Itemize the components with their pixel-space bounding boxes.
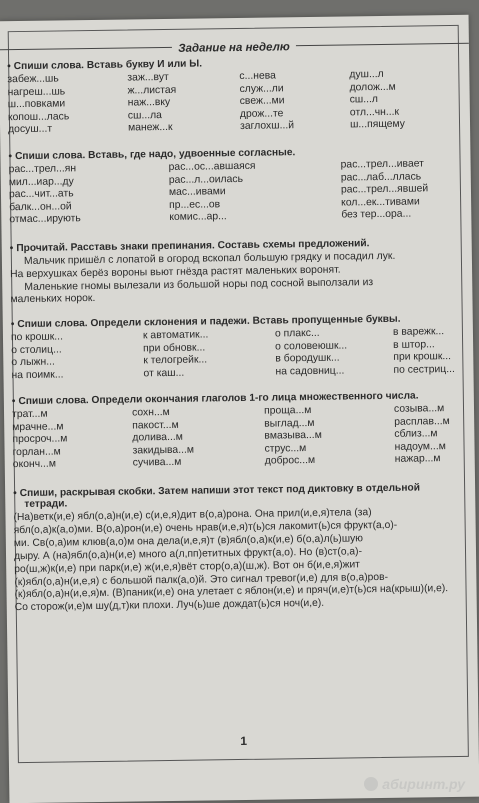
labirint-logo-icon <box>364 777 378 791</box>
word: нажар...м <box>395 453 479 467</box>
word-column <box>143 328 276 380</box>
word: пр...ес...ов <box>169 197 341 212</box>
word-column <box>12 407 133 471</box>
text-line: (к)ябл(о,а)н(и,е,я) с большой палк(а,о)й. Это сигнал тревог(и,е) для в(о,а)ров- <box>14 570 470 589</box>
word: забеж...шь <box>7 73 127 87</box>
word-column <box>264 404 395 468</box>
word: созыва...м <box>394 403 479 417</box>
word: о лыжн... <box>11 355 143 369</box>
word: при крошк... <box>393 351 479 365</box>
word: рас...ос...авшаяся <box>169 160 341 175</box>
word: в варежк... <box>393 326 479 340</box>
exercise-3-text <box>10 250 467 308</box>
exercise-1 <box>7 55 464 137</box>
word: о плакс... <box>275 327 393 341</box>
word: на садовниц... <box>275 364 393 378</box>
word: выглад...м <box>264 416 394 430</box>
text-line: маленьких норок. <box>10 288 466 307</box>
word: в бородушк... <box>275 352 393 366</box>
word: отмас...ирують <box>9 212 169 227</box>
word: сш...л <box>350 93 450 107</box>
word: кол...ек...тивами <box>341 195 461 209</box>
word: дрож...те <box>240 107 350 121</box>
exercise-2 <box>8 145 465 227</box>
exercise-6-text <box>13 506 470 616</box>
word: на поимк... <box>11 368 143 382</box>
word: надоум...м <box>394 440 479 454</box>
word: к автоматик... <box>143 328 275 342</box>
word-column <box>7 73 128 137</box>
word: проща...м <box>264 404 394 418</box>
word: по крошк... <box>11 330 143 344</box>
exercise-6-heading: • Спиши, раскрывая скобки. Затем напиши этот текст под диктовку в отдельной <box>13 482 469 499</box>
word-column <box>275 327 394 379</box>
word: комис...ар... <box>169 210 341 225</box>
exercise-4-heading: • Спиши слова. Определи склонения и падежи. Вставь пропущенные буквы. <box>11 313 467 330</box>
word: балк...он...ой <box>9 199 169 214</box>
word: сш...ла <box>128 108 240 122</box>
word: рас...трел...ян <box>9 162 169 177</box>
word: мас...ивами <box>169 185 341 200</box>
page-title: Задание на неделю <box>172 41 296 55</box>
word: с...нева <box>239 69 349 83</box>
exercise-5-heading: • Спиши слова. Определи окончания глаголов 1-го лица множественного числа. <box>12 390 468 407</box>
text-line: На верхушках берёз вороны вьют гнёзда растят маленьких воронят. <box>10 263 466 282</box>
word: к телогрейк... <box>143 353 275 367</box>
text-line: Мальчик пришёл с лопатой в огород вскопал большую грядку и посадил лук. <box>10 250 466 269</box>
text-line: дыру. А (на)ябл(о,а)н(и,е) много а(л,пп)етитных фрукт(а,о). Но (в)ст(о,а)- <box>14 545 470 564</box>
word-column <box>394 403 479 467</box>
exercise-6-heading-cont: тетради. <box>13 493 469 510</box>
word: наж...вку <box>128 96 240 110</box>
word-column <box>341 158 462 222</box>
page-number: 1 <box>9 731 479 752</box>
word: без тер...ора... <box>341 208 461 222</box>
text-line: (к)ябл(о,а)н(и,е,я)м. (В)паник(и,е) она улетает с яблон(и,е) и пряч(и,е)т(ь)ся на(крыш)(и,е). <box>14 583 470 602</box>
word: заглохш...й <box>240 119 350 133</box>
word: нагреш...шь <box>7 85 127 99</box>
word: душ...л <box>349 68 449 82</box>
word: свеж...ми <box>240 94 350 108</box>
exercise-5-words <box>12 403 469 472</box>
word: мил...иар...ду <box>9 174 169 189</box>
word-column <box>132 406 265 470</box>
text-line: (На)ветк(и,е) ябл(о,а)н(и,е) с(и,е,я)дит в(о,а)рона. Она прил(и,е,я)тела (за) <box>13 506 469 525</box>
text-line: ябл(о,а)к(а,о)ми. В(о,а)рон(и,е) очень нрав(и,е,я)т(ь)ся лакомит(ь)ся фрукт(а,о)- <box>14 519 470 538</box>
exercise-4 <box>11 313 468 382</box>
watermark-text: абиринт.ру <box>382 776 465 792</box>
text-line: Со сторож(и,е)м шу(д,т)ки плохи. Луч(ь)ше дождат(ь)ся ноч(и,е). <box>15 596 471 615</box>
word: струс...м <box>264 441 394 455</box>
exercise-6 <box>13 482 471 616</box>
word: сучива...м <box>133 456 265 470</box>
word-column <box>349 68 450 132</box>
word: горлан...м <box>13 445 133 459</box>
text-line: Маленькие гномы вылезали из большой норы под сосной выползали из <box>10 275 466 294</box>
word: оконч...м <box>13 457 133 471</box>
exercise-1-words <box>7 68 464 137</box>
word: сохн...м <box>132 406 264 420</box>
word: досуш...т <box>8 123 128 137</box>
word: копош...лась <box>8 110 128 124</box>
word: манеж...к <box>128 121 240 135</box>
word: рас...л...оилась <box>169 172 341 187</box>
word: от каш... <box>143 366 275 380</box>
word: рас...лаб...ллась <box>341 170 461 184</box>
exercise-4-words <box>11 326 468 382</box>
word-column <box>393 326 479 377</box>
text-line: ро(ш,ж)к(и,е) при парк(и,е) ж(и,е,я)вёт стор(о,а)(ш,ж). Вот он б(и,е,я)жит <box>14 557 470 576</box>
word: рас...чит...ать <box>9 187 169 202</box>
word: сблиз...м <box>394 428 479 442</box>
word: долива...м <box>132 431 264 445</box>
word: ш...повками <box>8 98 128 112</box>
word: по сестриц... <box>393 363 479 377</box>
word: о соловеюшк... <box>275 339 393 353</box>
word: закидыва...м <box>132 443 264 457</box>
word: пакост...м <box>132 418 264 432</box>
exercise-5 <box>12 390 469 472</box>
watermark <box>364 776 465 792</box>
word: вмазыва...м <box>264 429 394 443</box>
word: ж...листая <box>127 83 239 97</box>
word: в штор... <box>393 338 479 352</box>
word: при обновк... <box>143 341 275 355</box>
word: расплав...м <box>394 415 479 429</box>
exercise-3 <box>10 237 467 308</box>
exercise-3-heading: • Прочитай. Расставь знаки препинания. Составь схемы предложений. <box>10 237 466 254</box>
word: доброс...м <box>265 454 395 468</box>
exercise-2-words <box>9 158 466 227</box>
word: рас...трел...ивает <box>341 158 461 172</box>
word-column <box>11 330 144 382</box>
word: рас...трел...явшей <box>341 183 461 197</box>
word-column <box>169 160 342 225</box>
word-column <box>9 162 170 227</box>
word: о столиц... <box>11 343 143 357</box>
text-line: ми. Св(о,а)им клюв(а,о)м она дела(и,е,я)т (в)ябл(о,а)к(и,е) б(о,а)л(ь)шую <box>14 532 470 551</box>
word: мрачне...м <box>12 420 132 434</box>
word: служ...ли <box>239 82 349 96</box>
workbook-page <box>0 15 479 803</box>
word: долож...м <box>349 81 449 95</box>
word: отл...чн...к <box>350 106 450 120</box>
exercise-2-heading: • Спиши слова. Вставь, где надо, удвоенные согласные. <box>8 145 464 162</box>
word: трат...м <box>12 407 132 421</box>
word: ш...пящему <box>350 118 450 132</box>
word: заж...вут <box>127 71 239 85</box>
word: просроч...м <box>12 432 132 446</box>
word-column <box>127 71 240 135</box>
exercise-1-heading: • Спиши слова. Вставь букву И или Ы. <box>7 55 463 72</box>
word-column <box>239 69 350 133</box>
